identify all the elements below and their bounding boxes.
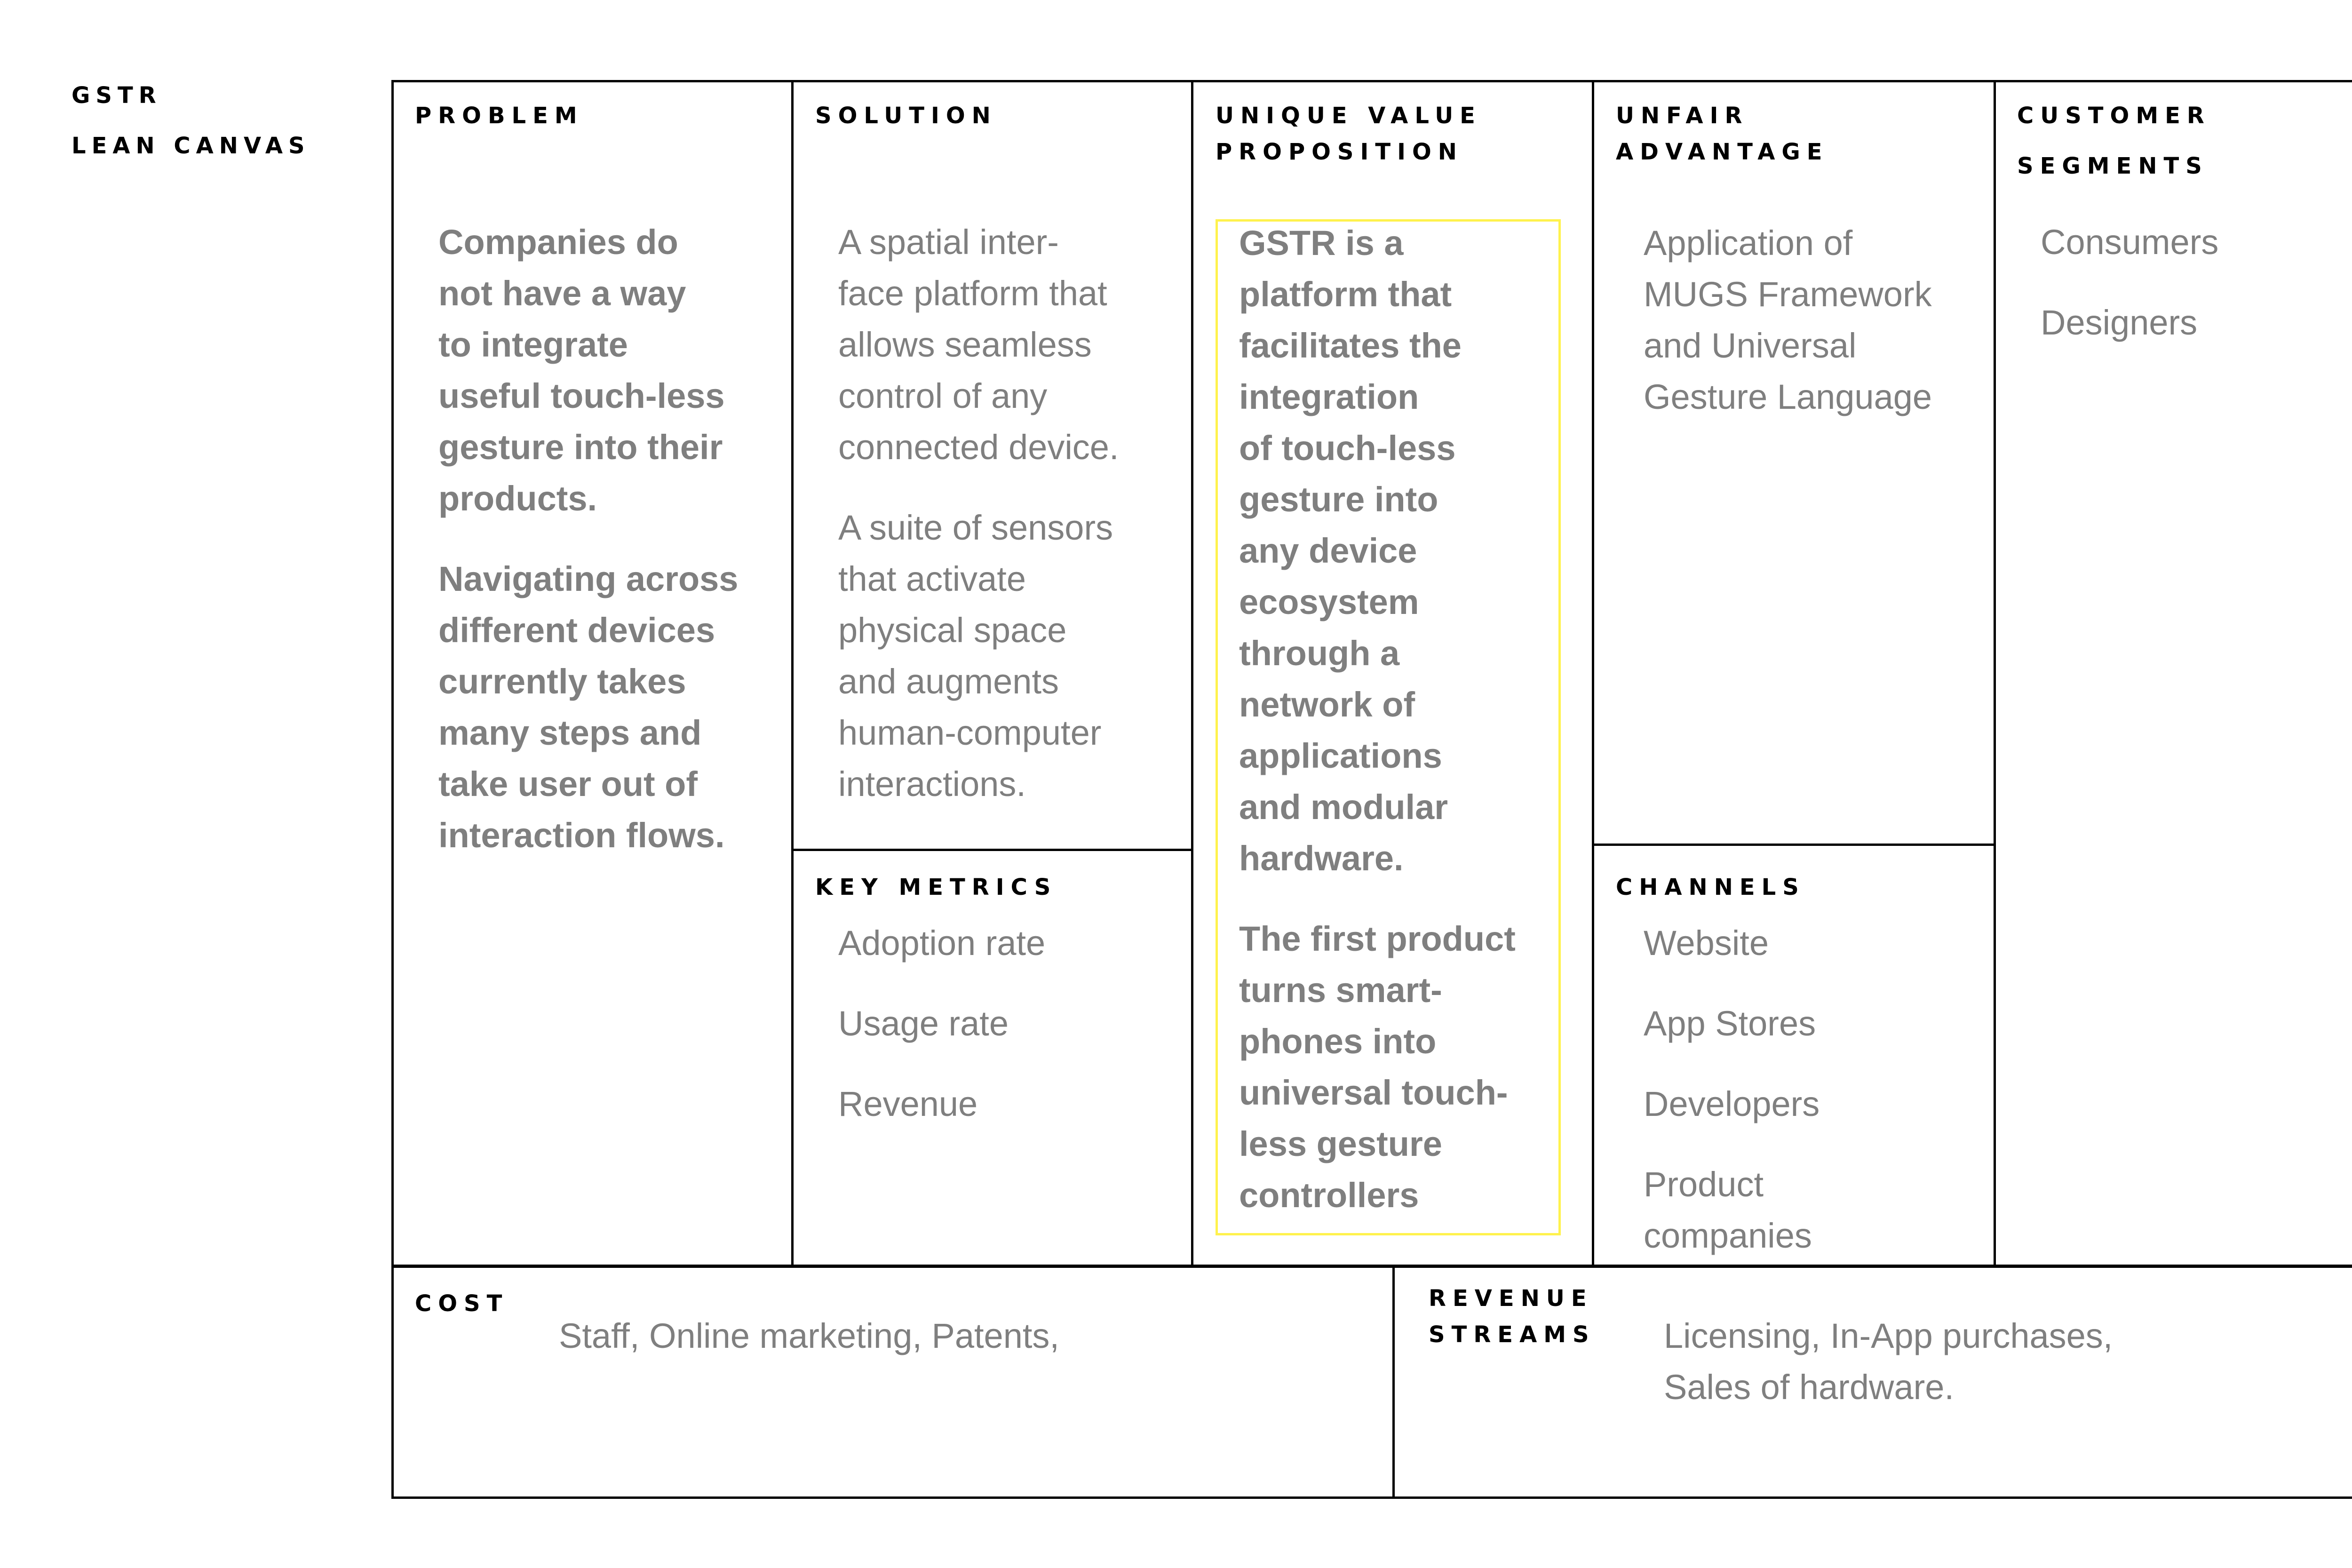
- text-line: currently takes: [438, 662, 686, 701]
- text-line: not have a way: [438, 274, 686, 313]
- text-line: face platform that: [838, 274, 1107, 313]
- advantage-label-line-1: UNFAIR: [1616, 103, 1749, 129]
- text-line: that activate: [838, 559, 1026, 598]
- problem-paragraph-2: [438, 553, 777, 861]
- text-line: platform that: [1239, 275, 1452, 314]
- text-line: integration: [1239, 377, 1419, 416]
- key-metrics-list: [838, 917, 1186, 1159]
- text-line: Website: [1644, 923, 1769, 963]
- text-line: network of: [1239, 685, 1415, 724]
- text-line: facilitates the: [1239, 326, 1462, 365]
- solution-label: SOLUTION: [815, 103, 997, 129]
- text-line: products.: [438, 479, 597, 518]
- list-item: Designers: [2041, 303, 2198, 342]
- list-item: [1644, 998, 1992, 1049]
- text-line: physical space: [838, 611, 1067, 650]
- list-item: [1644, 1159, 1992, 1261]
- text-line: ecosystem: [1239, 582, 1419, 621]
- text-line: control of any: [838, 376, 1048, 415]
- text-line: allows seamless: [838, 325, 1092, 364]
- text-line: gesture into: [1239, 480, 1438, 519]
- text-line: human-computer: [838, 713, 1102, 752]
- list-item: [1644, 1078, 1992, 1130]
- text-line: take user out of: [438, 764, 698, 804]
- text-line: GSTR is a: [1239, 223, 1404, 263]
- text-line: hardware.: [1239, 839, 1404, 878]
- solution-paragraph-2: [838, 502, 1186, 810]
- text-line: companies: [1644, 1216, 1812, 1255]
- text-line: A suite of sensors: [838, 508, 1113, 547]
- divider-uvp-advantage: [1592, 80, 1594, 1268]
- text-line: to integrate: [438, 325, 628, 364]
- text-line: of touch-less: [1239, 429, 1456, 468]
- cost-label: COST: [415, 1290, 509, 1317]
- revenue-label-line-1: REVENUE: [1429, 1285, 1593, 1312]
- text-line: A spatial inter-: [838, 223, 1059, 262]
- text-line: controllers: [1239, 1176, 1419, 1215]
- text-line: and Universal: [1644, 326, 1857, 365]
- text-line: App Stores: [1644, 1004, 1816, 1043]
- text-line: Licensing, In-App purchases,: [1664, 1316, 2113, 1355]
- solution-paragraph-1: [838, 216, 1186, 473]
- list-item: Usage rate: [838, 1004, 1009, 1043]
- title-line-2: LEAN CANVAS: [72, 133, 310, 159]
- text-line: and augments: [838, 662, 1059, 701]
- divider-solution-metrics: [791, 849, 1193, 851]
- text-line: and modular: [1239, 788, 1448, 827]
- uvp-paragraph-2: [1239, 913, 1559, 1221]
- list-item: [1644, 917, 1992, 969]
- text-line: The first product: [1239, 919, 1516, 958]
- divider-problem-solution: [791, 80, 794, 1268]
- revenue-label-line-2: STREAMS: [1429, 1321, 1596, 1348]
- text-line: interactions.: [838, 764, 1026, 804]
- text-line: phones into: [1239, 1022, 1437, 1061]
- key-metrics-label: KEY METRICS: [815, 874, 1057, 900]
- text-line: MUGS Framework: [1644, 275, 1932, 314]
- text-line: universal touch-: [1239, 1073, 1508, 1112]
- solution-text: [838, 216, 1186, 839]
- divider-solution-uvp: [1191, 80, 1193, 1268]
- text-line: Gesture Language: [1644, 377, 1932, 416]
- problem-label: PROBLEM: [415, 103, 584, 129]
- divider-cost-revenue: [1392, 1266, 1395, 1499]
- customer-segments-list: [2041, 216, 2352, 377]
- unfair-advantage-label: [1616, 98, 1829, 170]
- problem-text: [438, 216, 777, 890]
- channels-list: [1644, 917, 1992, 1261]
- revenue-streams-label: [1429, 1281, 1596, 1353]
- divider-advantage-segments: [1994, 80, 1996, 1268]
- title-line-1: GSTR: [72, 82, 162, 109]
- divider-advantage-channels: [1592, 844, 1996, 846]
- text-line: less gesture: [1239, 1124, 1442, 1163]
- text-line: Navigating across: [438, 559, 739, 598]
- text-line: many steps and: [438, 713, 702, 752]
- uvp-label-line-2: PROPOSITION: [1216, 139, 1463, 165]
- text-line: through a: [1239, 634, 1400, 673]
- document-title: [72, 71, 310, 171]
- unfair-advantage-text: [1644, 217, 1992, 422]
- divider-top-bottom: [391, 1265, 2352, 1268]
- uvp-label-line-1: UNIQUE VALUE: [1216, 103, 1482, 129]
- text-line: applications: [1239, 736, 1442, 775]
- text-line: gesture into their: [438, 428, 723, 467]
- text-line: Sales of hardware.: [1664, 1368, 1955, 1407]
- cost-text: Staff, Online marketing, Patents,: [559, 1316, 1059, 1355]
- text-line: interaction flows.: [438, 816, 725, 855]
- text-line: different devices: [438, 611, 715, 650]
- text-line: turns smart-: [1239, 971, 1442, 1010]
- text-line: any device: [1239, 531, 1417, 570]
- list-item: Consumers: [2041, 223, 2219, 262]
- uvp-text: [1239, 217, 1559, 1250]
- customer-segments-label: [2017, 91, 2211, 191]
- advantage-label-line-2: ADVANTAGE: [1616, 139, 1829, 165]
- text-line: Application of: [1644, 223, 1853, 263]
- uvp-paragraph-1: [1239, 217, 1559, 884]
- revenue-streams-text: [1664, 1310, 2352, 1413]
- segments-label-line-1: CUSTOMER: [2017, 103, 2211, 129]
- text-line: Companies do: [438, 223, 678, 262]
- segments-label-line-2: SEGMENTS: [2017, 153, 2209, 179]
- text-line: useful touch-less: [438, 376, 725, 415]
- text-line: Product: [1644, 1165, 1764, 1204]
- list-item: Adoption rate: [838, 923, 1046, 963]
- text-line: Developers: [1644, 1084, 1820, 1123]
- problem-paragraph-1: [438, 216, 777, 524]
- list-item: Revenue: [838, 1084, 978, 1123]
- uvp-label: [1216, 98, 1482, 170]
- text-line: connected device.: [838, 428, 1119, 467]
- channels-label: CHANNELS: [1616, 874, 1805, 900]
